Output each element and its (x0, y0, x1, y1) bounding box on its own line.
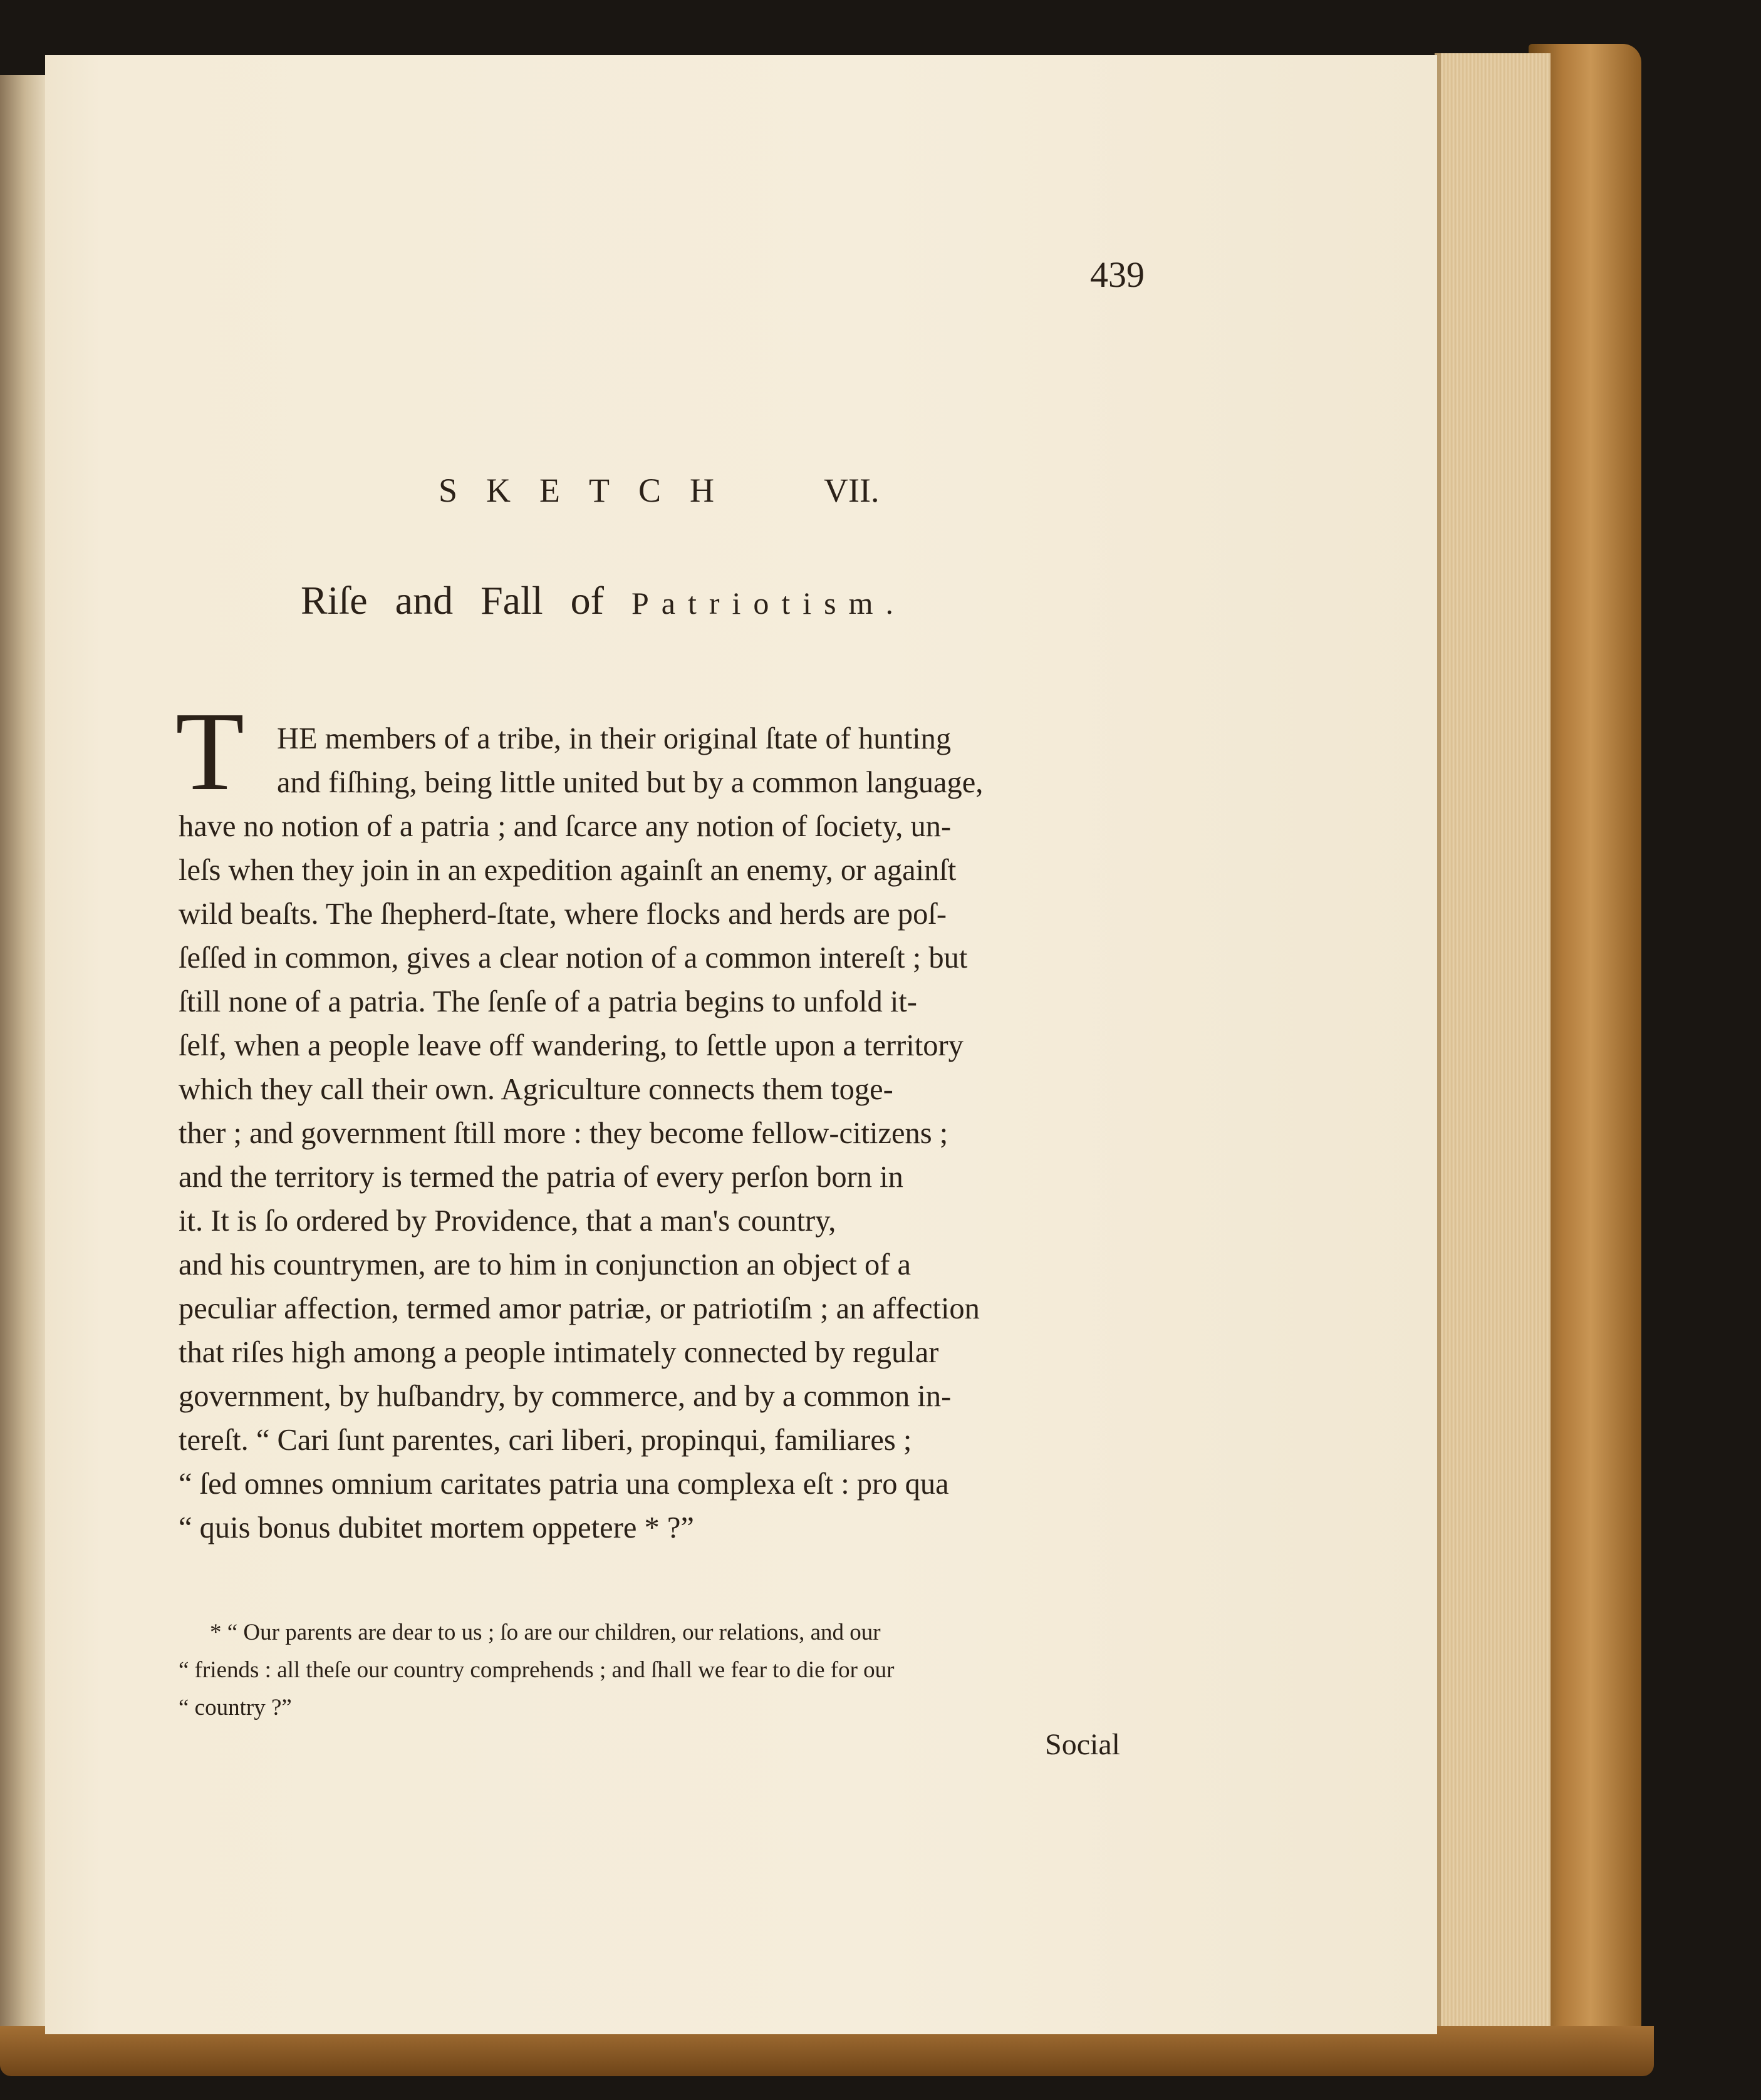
footnote-line: “ friends : all theſe our country comprehends ; and ſhall we fear to die for our (179, 1657, 895, 1683)
body-line: ſelf, when a people leave off wandering, to ſettle upon a territory (179, 1029, 964, 1062)
chapter-title-prefix: Riſe and Fall of (301, 578, 631, 623)
body-line: that riſes high among a people intimately connected by regular (179, 1336, 939, 1369)
body-line: ſtill none of a patria. The ſenſe of a patria begins to unfold it- (179, 985, 917, 1018)
body-line: ſeſſed in common, gives a clear notion of a common intereſt ; but (179, 941, 968, 975)
sketch-label: SKETCH (439, 472, 744, 509)
footnote-line: * “ Our parents are dear to us ; ſo are our children, our relations, and our (210, 1620, 881, 1645)
body-line: wild beaſts. The ſhepherd-ſtate, where flocks and herds are poſ- (179, 897, 947, 931)
body-line: peculiar affection, termed amor patriæ, or patriotiſm ; an affection (179, 1292, 980, 1325)
body-line: government, by huſbandry, by commerce, and by a common in- (179, 1380, 952, 1413)
footnote-line: “ country ?” (179, 1695, 292, 1720)
body-line: have no notion of a patria ; and ſcarce any notion of ſociety, un- (179, 810, 952, 843)
body-line: it. It is ſo ordered by Providence, that a man's country, (179, 1204, 836, 1238)
chapter-title-main: Patriotism. (631, 586, 906, 621)
body-line: which they call their own. Agriculture connects them toge- (179, 1073, 893, 1106)
body-line: leſs when they join in an expedition againſt an enemy, or againſt (179, 854, 957, 887)
body-line: “ quis bonus dubitet mortem oppetere * ?” (179, 1511, 694, 1544)
page-fore-edge (1435, 53, 1551, 2039)
body-line: “ ſed omnes omnium caritates patria una complexa eſt : pro qua (179, 1467, 949, 1501)
drop-cap: T (175, 689, 244, 814)
body-line: and fiſhing, being little united but by a common language, (277, 766, 984, 799)
body-line: and the territory is termed the patria of every perſon born in (179, 1161, 903, 1194)
body-line: HE members of a tribe, in their original ſtate of hunting (277, 722, 952, 755)
body-line: tereſt. “ Cari ſunt parentes, cari liberi, propinqui, familiares ; (179, 1424, 912, 1457)
sketch-number: VII. (824, 472, 880, 509)
body-line: ther ; and government ſtill more : they become fellow-citizens ; (179, 1117, 948, 1150)
page-number: 439 (1090, 254, 1145, 295)
catchword: Social (1045, 1728, 1120, 1761)
left-page-edge (0, 75, 45, 2048)
chapter-title (301, 577, 906, 624)
body-line: and his countrymen, are to him in conjunction an object of a (179, 1248, 912, 1281)
